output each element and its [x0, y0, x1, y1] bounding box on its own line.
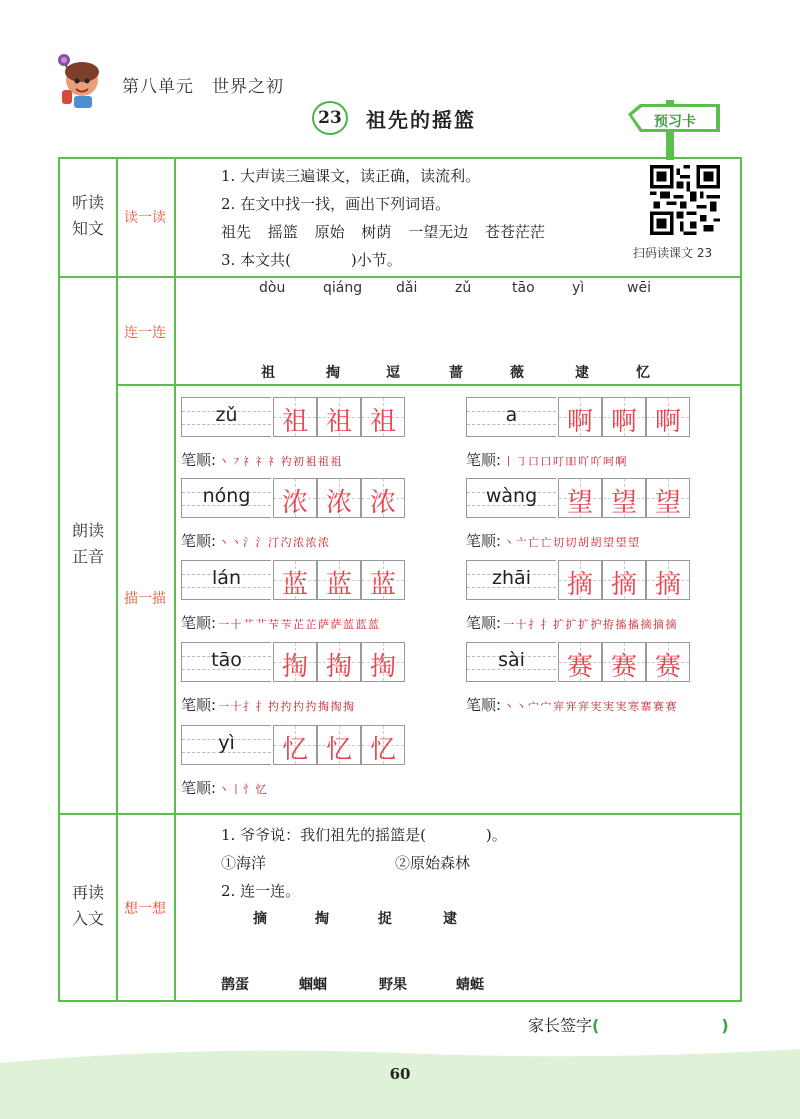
- pinyin-box: [466, 478, 556, 518]
- stroke-order: [466, 694, 676, 715]
- section-read-aloud: 朗读 正音: [71, 521, 104, 566]
- trace-char: 祖: [369, 407, 396, 437]
- lesson-heading: [312, 101, 476, 135]
- stroke-sequence: 一 十 扌 扌 扩 扩 扩 护 拵 搐 搐 摘 摘 摘: [503, 618, 676, 631]
- verb-word: 掏: [315, 911, 329, 927]
- pinyin-text: wàng: [485, 485, 538, 507]
- trace-char-box[interactable]: [558, 478, 602, 518]
- stroke-order: [466, 612, 676, 633]
- stroke-sequence: 丶 丶 宀 宀 宑 宑 宑 実 実 実 寒 寨 赛 赛: [503, 700, 676, 713]
- trace-char-box[interactable]: [646, 642, 690, 682]
- trace-char-box[interactable]: [558, 560, 602, 600]
- trace-char: 赛: [610, 652, 637, 682]
- verb-word: 捉: [378, 911, 392, 927]
- trace-char-box[interactable]: [361, 560, 405, 600]
- stroke-sequence: 一 十 扌 扌 扚 扚 扚 扚 掏 掏 掏: [218, 700, 354, 713]
- unit-title: 第八单元 世界之初: [122, 77, 284, 97]
- trace-char-box[interactable]: [602, 560, 646, 600]
- stroke-order: [181, 694, 353, 715]
- stroke-sequence: 一 十 艹 艹 芐 芐 芷 芷 萨 萨 蓝 蓝 蓝: [218, 618, 379, 631]
- noun-word: 蜻蜓: [456, 977, 484, 993]
- match-char: 掏: [326, 365, 340, 381]
- trace-char: 摘: [566, 570, 593, 600]
- stroke-label: 笔顺:: [466, 532, 502, 550]
- trace-char: 掏: [369, 652, 396, 682]
- trace-char-box[interactable]: [361, 642, 405, 682]
- trace-char-box[interactable]: [317, 642, 361, 682]
- pinyin-box: [181, 560, 271, 600]
- parent-signature[interactable]: [528, 1013, 729, 1036]
- trace-char: 啊: [566, 407, 593, 437]
- trace-char: 蓝: [325, 570, 352, 600]
- trace-char: 赛: [566, 652, 593, 682]
- trace-char: 蓝: [281, 570, 308, 600]
- reading-words: [221, 221, 545, 242]
- match-char: 逮: [575, 365, 589, 381]
- trace-char: 掏: [325, 652, 352, 682]
- pinyin-text: lán: [212, 567, 241, 589]
- trace-char-box[interactable]: [602, 478, 646, 518]
- word: 一望无边: [408, 223, 469, 241]
- trace-char: 望: [566, 488, 593, 518]
- pinyin-text: zhāi: [492, 567, 531, 589]
- trace-char-box[interactable]: [273, 642, 317, 682]
- trace-char: 忆: [281, 735, 308, 765]
- trace-char: 掏: [281, 652, 308, 682]
- trace-char-box[interactable]: [558, 642, 602, 682]
- pinyin-box: [181, 397, 271, 437]
- trace-char-box[interactable]: [317, 725, 361, 765]
- trace-char-box[interactable]: [317, 560, 361, 600]
- think-option-1[interactable]: ①海洋: [221, 854, 267, 872]
- trace-char-box[interactable]: [317, 478, 361, 518]
- word: 树荫: [361, 223, 392, 241]
- lesson-title: 祖先的摇篮: [366, 107, 476, 132]
- pinyin-box: [466, 397, 556, 437]
- page-number: 60: [389, 1065, 411, 1083]
- trace-char-box[interactable]: [646, 397, 690, 437]
- trace-char-box[interactable]: [646, 560, 690, 600]
- match-pinyin: wēi: [627, 280, 651, 296]
- sign-close: ): [721, 1016, 729, 1035]
- stroke-sequence: 丶 丨 忄 忆: [218, 783, 266, 796]
- stroke-label: 笔顺:: [181, 779, 217, 797]
- col-divider: [174, 159, 176, 1000]
- sub-think: 想一想: [124, 901, 166, 917]
- reading-line-2: 2. 在文中找一找，画出下列词语。: [221, 195, 451, 213]
- trace-char: 忆: [325, 735, 352, 765]
- stroke-order: [466, 449, 626, 470]
- pinyin-box: [181, 725, 271, 765]
- match-char: 薇: [510, 365, 524, 381]
- preview-tag-label: 预习卡: [654, 114, 696, 130]
- noun-word: 鹊蛋: [221, 977, 249, 993]
- stroke-label: 笔顺:: [466, 451, 502, 469]
- match-pinyin: yì: [572, 280, 585, 296]
- word: 原始: [314, 223, 345, 241]
- stroke-order: [466, 530, 638, 551]
- trace-char: 忆: [369, 735, 396, 765]
- col-divider: [116, 159, 118, 1000]
- sub-trace: 描一描: [124, 591, 166, 607]
- match-pinyin: dòu: [259, 280, 286, 296]
- stroke-sequence: 丶 亠 亡 亡 切 切 胡 胡 望 望 望: [503, 536, 639, 549]
- lesson-number: 23: [312, 101, 348, 135]
- trace-char: 浓: [325, 488, 352, 518]
- word: 祖先: [221, 223, 252, 241]
- pinyin-box: [181, 478, 271, 518]
- think-q2: 2. 连一连。: [221, 882, 301, 900]
- trace-char: 赛: [654, 652, 681, 682]
- stroke-sequence: 丨 ㇆ 口 口 叮 吅 吖 吖 呵 啊: [503, 455, 626, 468]
- trace-char-box[interactable]: [602, 397, 646, 437]
- stroke-sequence: 丶 丶 氵 氵 汀 汋 浓 浓 浓: [218, 536, 329, 549]
- match-pinyin: qiáng: [323, 280, 363, 296]
- noun-word: 野果: [379, 977, 407, 993]
- match-char: 忆: [636, 365, 650, 381]
- trace-char: 摘: [610, 570, 637, 600]
- pinyin-text: sài: [498, 649, 525, 671]
- row-divider: [60, 813, 740, 815]
- row-divider: [60, 276, 740, 278]
- trace-char-box[interactable]: [558, 397, 602, 437]
- trace-char: 啊: [610, 407, 637, 437]
- trace-char-box[interactable]: [273, 478, 317, 518]
- row-divider: [116, 384, 740, 386]
- pinyin-text: nóng: [202, 485, 251, 507]
- trace-char: 望: [610, 488, 637, 518]
- sign-open: (: [592, 1016, 600, 1035]
- stroke-label: 笔顺:: [466, 614, 502, 632]
- trace-char-box[interactable]: [361, 725, 405, 765]
- pinyin-box: [466, 560, 556, 600]
- think-q1: 1. 爷爷说：我们祖先的摇篮是( )。: [221, 826, 507, 844]
- pinyin-text: zǔ: [215, 404, 238, 426]
- pinyin-text: tāo: [211, 649, 242, 671]
- trace-char: 蓝: [369, 570, 396, 600]
- trace-char: 摘: [654, 570, 681, 600]
- stroke-sequence: 丶 ㇇ 礻 礻 礻 礿 初 袓 祖 祖: [218, 455, 341, 468]
- stroke-label: 笔顺:: [181, 614, 217, 632]
- word: 摇篮: [267, 223, 298, 241]
- stroke-label: 笔顺:: [181, 696, 217, 714]
- trace-char-box[interactable]: [646, 478, 690, 518]
- trace-char-box[interactable]: [273, 725, 317, 765]
- trace-char: 祖: [325, 407, 352, 437]
- trace-char: 浓: [281, 488, 308, 518]
- stroke-label: 笔顺:: [466, 696, 502, 714]
- qr-caption: 扫码读课文 23: [633, 246, 713, 260]
- stroke-order: [181, 777, 266, 798]
- trace-char: 啊: [654, 407, 681, 437]
- match-char: 祖: [261, 365, 275, 381]
- section-reread: 再读 入文: [71, 883, 104, 928]
- trace-char-box[interactable]: [273, 560, 317, 600]
- trace-char: 祖: [281, 407, 308, 437]
- pinyin-text: a: [505, 404, 518, 426]
- match-pinyin: dǎi: [396, 280, 418, 296]
- noun-word: 蝈蝈: [299, 977, 327, 993]
- reading-line-1: 1. 大声读三遍课文，读正确，读流利。: [221, 167, 481, 185]
- verb-word: 逮: [443, 911, 457, 927]
- pinyin-text: yì: [218, 732, 235, 754]
- stroke-order: [181, 449, 341, 470]
- sub-read: 读一读: [124, 210, 166, 226]
- match-char: 蔷: [449, 365, 463, 381]
- match-pinyin: zǔ: [455, 280, 472, 296]
- trace-char-box[interactable]: [273, 397, 317, 437]
- stroke-order: [181, 612, 378, 633]
- sign-label: 家长签字: [528, 1016, 593, 1035]
- match-pinyin: tāo: [512, 280, 535, 296]
- pinyin-box: [466, 642, 556, 682]
- trace-char-box[interactable]: [317, 397, 361, 437]
- trace-char: 浓: [369, 488, 396, 518]
- stroke-label: 笔顺:: [181, 451, 217, 469]
- mascot-icon: [52, 50, 104, 110]
- verb-word: 摘: [253, 911, 267, 927]
- word: 苍苍茫茫: [484, 223, 545, 241]
- trace-char-box[interactable]: [602, 642, 646, 682]
- reading-line-3: 3. 本文共( )小节。: [221, 251, 402, 269]
- stroke-order: [181, 530, 328, 551]
- section-listen: 听读 知文: [71, 193, 104, 238]
- sub-match: 连一连: [124, 325, 166, 341]
- match-char: 逗: [386, 365, 400, 381]
- stroke-label: 笔顺:: [181, 532, 217, 550]
- trace-char-box[interactable]: [361, 478, 405, 518]
- trace-char-box[interactable]: [361, 397, 405, 437]
- trace-char: 望: [654, 488, 681, 518]
- qr-code-icon[interactable]: [650, 165, 720, 235]
- pinyin-box: [181, 642, 271, 682]
- think-option-2[interactable]: ②原始森林: [395, 854, 471, 872]
